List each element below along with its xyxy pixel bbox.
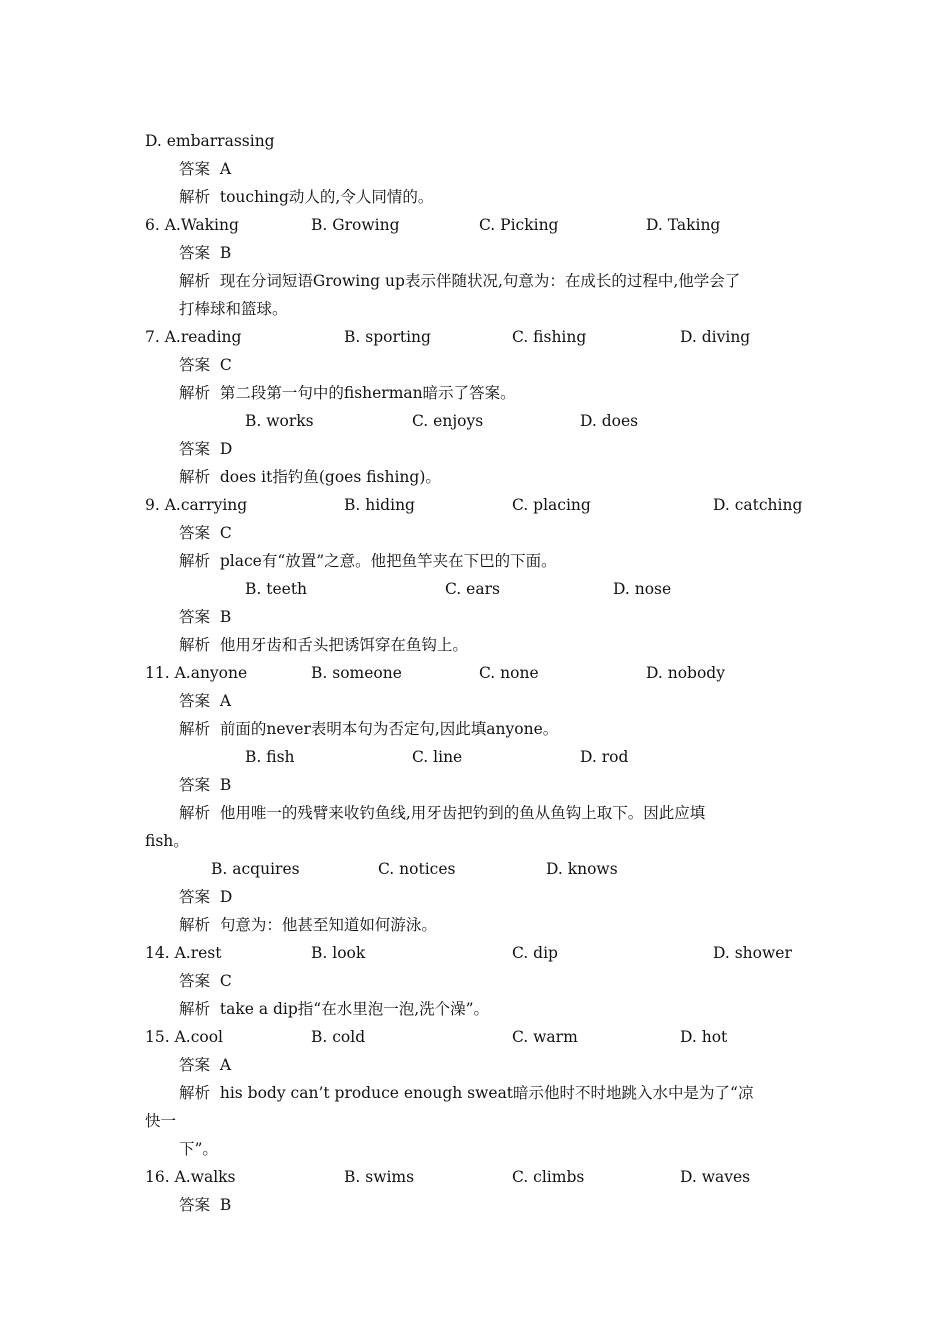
analysis-text: 解析 第二段第一句中的fisherman暗示了答案。 — [179, 384, 516, 402]
option-c: C. Picking — [479, 216, 559, 234]
answer-text: 答案 D — [179, 888, 233, 906]
option-c: C. ears — [445, 580, 500, 598]
answer-text: 答案 B — [179, 608, 232, 626]
option-b: B. works — [245, 412, 314, 430]
option-a: 14. A.rest — [145, 944, 222, 962]
answer-text: 答案 A — [179, 160, 232, 178]
option-d: D. diving — [680, 328, 751, 346]
option-text: D. embarrassing — [145, 132, 275, 150]
analysis-text: 解析 现在分词短语Growing up表示伴随状况,句意为：在成长的过程中,他学会了 — [179, 272, 741, 290]
option-b: B. fish — [245, 748, 295, 766]
analysis-text: 解析 does it指钓鱼(goes fishing)。 — [179, 468, 441, 486]
option-d: D. hot — [680, 1028, 728, 1046]
option-c: C. notices — [378, 860, 456, 878]
option-b: B. swims — [344, 1168, 415, 1186]
answer-text: 答案 C — [179, 356, 232, 374]
answer-text: 答案 A — [179, 692, 232, 710]
option-d: D. knows — [546, 860, 618, 878]
analysis-text: 快一 — [145, 1112, 177, 1130]
answer-text: 答案 B — [179, 776, 232, 794]
option-d: D. does — [580, 412, 639, 430]
option-d: D. nobody — [646, 664, 725, 682]
option-b: B. Growing — [311, 216, 400, 234]
option-d: D. shower — [713, 944, 792, 962]
analysis-text: 解析 touching动人的,令人同情的。 — [179, 188, 434, 206]
analysis-text: 解析 句意为：他甚至知道如何游泳。 — [179, 916, 437, 934]
option-d: D. Taking — [646, 216, 721, 234]
analysis-text: fish。 — [145, 832, 189, 850]
option-d: D. nose — [613, 580, 672, 598]
answer-text: 答案 B — [179, 1196, 232, 1214]
option-d: D. catching — [713, 496, 803, 514]
answer-text: 答案 D — [179, 440, 233, 458]
option-a: 9. A.carrying — [145, 496, 248, 514]
option-a: 16. A.walks — [145, 1168, 236, 1186]
answer-text: 答案 B — [179, 244, 232, 262]
option-b: B. cold — [311, 1028, 366, 1046]
option-d: D. rod — [580, 748, 629, 766]
option-c: C. none — [479, 664, 539, 682]
option-d: D. waves — [680, 1168, 751, 1186]
option-a: 15. A.cool — [145, 1028, 223, 1046]
analysis-text: 解析 前面的never表明本句为否定句,因此填anyone。 — [179, 720, 559, 738]
option-a: 11. A.anyone — [145, 664, 248, 682]
option-b: B. acquires — [211, 860, 300, 878]
option-a: 7. A.reading — [145, 328, 242, 346]
option-b: B. someone — [311, 664, 402, 682]
analysis-text: 解析 take a dip指“在水里泡一泡,洗个澡”。 — [179, 1000, 490, 1018]
option-c: C. warm — [512, 1028, 578, 1046]
option-c: C. dip — [512, 944, 558, 962]
option-b: B. teeth — [245, 580, 308, 598]
option-c: C. enjoys — [412, 412, 484, 430]
analysis-text: 解析 他用牙齿和舌头把诱饵穿在鱼钩上。 — [179, 636, 468, 654]
answer-text: 答案 C — [179, 524, 232, 542]
analysis-text: 打棒球和篮球。 — [179, 300, 288, 318]
analysis-text: 下”。 — [179, 1140, 218, 1158]
answer-text: 答案 C — [179, 972, 232, 990]
option-c: C. climbs — [512, 1168, 585, 1186]
option-b: B. hiding — [344, 496, 415, 514]
analysis-text: 解析 他用唯一的残臂来收钓鱼线,用牙齿把钓到的鱼从鱼钩上取下。因此应填 — [179, 804, 706, 822]
option-b: B. look — [311, 944, 366, 962]
option-a: 6. A.Waking — [145, 216, 239, 234]
analysis-text: 解析 place有“放置”之意。他把鱼竿夹在下巴的下面。 — [179, 552, 557, 570]
answer-text: 答案 A — [179, 1056, 232, 1074]
analysis-text: 解析 his body can’t produce enough sweat暗示他时不时地跳入水中是为了“凉 — [179, 1084, 754, 1102]
option-c: C. line — [412, 748, 463, 766]
option-c: C. placing — [512, 496, 591, 514]
option-c: C. fishing — [512, 328, 587, 346]
option-b: B. sporting — [344, 328, 431, 346]
